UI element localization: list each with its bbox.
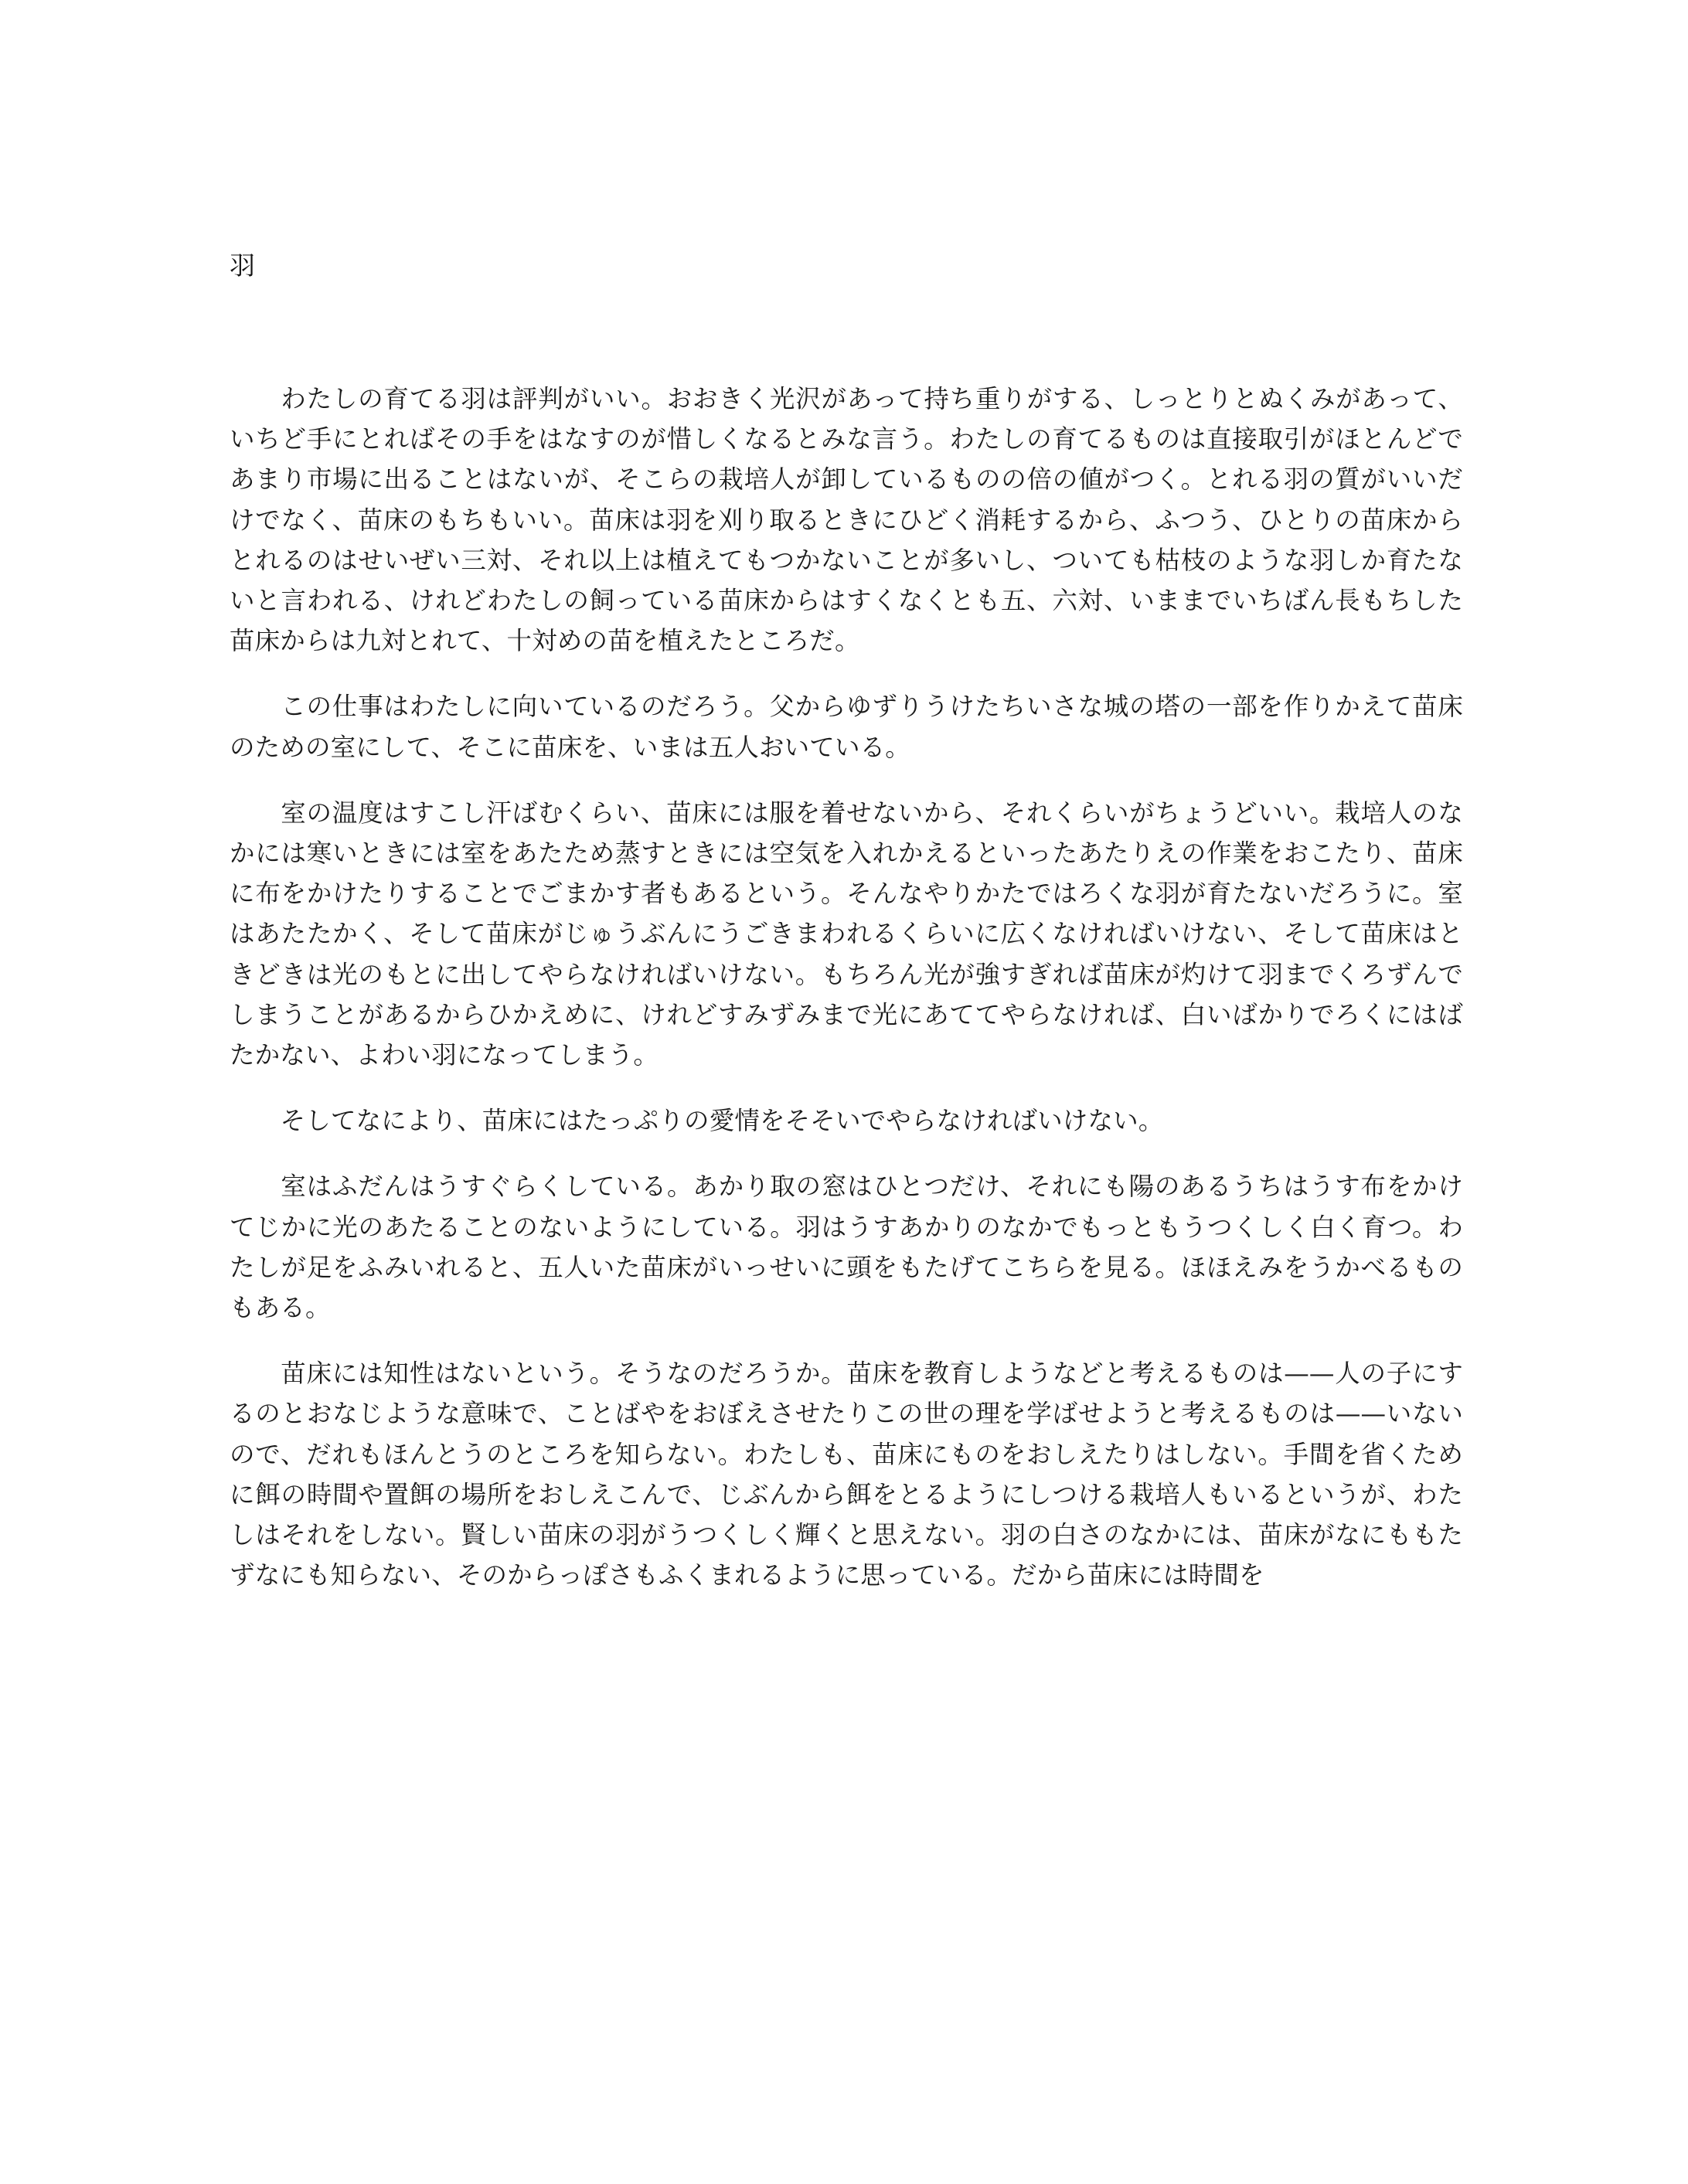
paragraph-5: 室はふだんはうすぐらくしている。あかり取の窓はひとつだけ、それにも陽のあるうちはうす布をかけてじかに光のあたることのないようにしている。羽はうすあかりのなかでもっともうつくしく白く育つ。わたしが足をふみいれると、五人いた苗床がいっせいに頭をもたげてこちらを見る。ほほえみをうかべるものもある。 — [230, 1172, 1463, 1323]
paragraph-3: 室の温度はすこし汗ばむくらい、苗床には服を着せないから、それくらいがちょうどいい。栽培人のなかには寒いときには室をあたため蒸すときには空気を入れかえるといったあたりえの作業をおこたり、苗床に布をかけたりすることでごまかす者もあるという。そんなやりかたではろくな羽が育たないだろうに。室はあたたかく、そして苗床がじゅうぶんにうごきまわれるくらいに広くなければいけない、そして苗床はときどきは光のもとに出してやらなければいけない。もちろん光が強すぎれば苗床が灼けて羽までくろずんでしまうことがあるからひかえめに、けれどすみずみまで光にあててやらなければ、白いばかりでろくにはばたかない、よわい羽になってしまう。 — [230, 798, 1463, 1070]
paragraph-2: この仕事はわたしに向いているのだろう。父からゆずりうけたちいさな城の塔の一部を作りかえて苗床のための室にして、そこに苗床を、いまは五人おいている。 — [230, 692, 1463, 762]
page-title: 羽 — [230, 250, 256, 281]
paragraph-4: そしてなにより、苗床にはたっぷりの愛情をそそいでやらなければいけない。 — [255, 1106, 1164, 1136]
document-body — [230, 379, 1463, 1595]
document-content — [230, 247, 1463, 1595]
paragraph-1: わたしの育てる羽は評判がいい。おおきく光沢があって持ち重りがする、しっとりとぬくみがあって、いちど手にとればその手をはなすのが惜しくなるとみな言う。わたしの育てるものは直接取引がほとんどであまり市場に出ることはないが、そこらの栽培人が卸しているものの倍の値がつく。とれる羽の質がいいだけでなく、苗床のもちもいい。苗床は羽を刈り取るときにひどく消耗するから、ふつう、ひとりの苗床からとれるのはせいぜい三対、それ以上は植えてもつかないことが多いし、ついても枯枝のような羽しか育たないと言われる、けれどわたしの飼っている苗床からはすくなくとも五、六対、いままでいちばん長もちした苗床からは九対とれて、十対めの苗を植えたところだ。 — [230, 384, 1463, 656]
paragraph-6: 苗床には知性はないという。そうなのだろうか。苗床を教育しようなどと考えるものは——人の子にするのとおなじような意味で、ことばやをおぼえさせたりこの世の理を学ばせようと考えるものは——いないので、だれもほんとうのところを知らない。わたしも、苗床にものをおしえたりはしない。手間を省くために餌の時間や置餌の場所をおしえこんで、じぶんから餌をとるようにしつける栽培人もいるというが、わたしはそれをしない。賢しい苗床の羽がうつくしく輝くと思えない。羽の白さのなかには、苗床がなにももたずなにも知らない、そのからっぽさもふくまれるように思っている。だから苗床には時間を — [230, 1359, 1463, 1590]
